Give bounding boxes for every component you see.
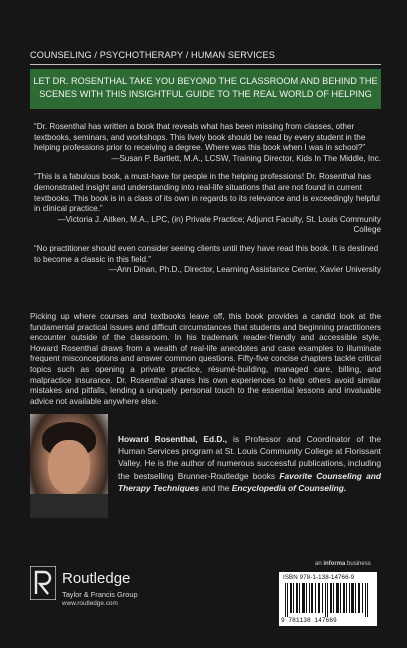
endorsement: [34, 172, 381, 236]
book-title: Encyclopedia of Counseling.: [231, 482, 347, 493]
isbn-label: ISBN 978-1-138-14766-9: [283, 574, 355, 581]
endorsement-attribution: —Ann Dinan, Ph.D., Director, Learning Assistance Center, Xavier University: [108, 265, 381, 275]
endorsement-attribution: —Susan P. Bartlett, M.A., LCSW, Training Director, Kids In The Middle, Inc.: [111, 153, 381, 163]
banner-line: SCENES WITH THIS INSIGHTFUL GUIDE TO THE REAL WORLD OF HELPING: [39, 89, 372, 99]
author-name: Howard Rosenthal, Ed.D.,: [118, 434, 228, 444]
author-portrait-icon: [30, 414, 108, 518]
book-description: Picking up where courses and textbooks leave off, this book provides a candid look at the fundamental practical issues and difficult circumstances that students and beginning practitioners encounter outside of the classroom. In his trademark reader-friendly and accessible style, Howard Rosenthal draws from a wealth of real-life anecdotes and case examples to illuminate frequent misconceptions and answer common questions. Fifty-five concise chapters tackle critical topics such as opening a private practice, résumé-building, managed care, billing, and malpractice insurance. Dr. Rosenthal shares his own experiences to help others avoid similar mistakes and pitfalls, lending a uniquely personal touch to the essential lessons and invaluable advice not available anywhere else.: [30, 312, 381, 406]
endorsement-text: “This is a fabulous book, a must-have for people in the helping professions! Dr. Rosenthal has demonstrated insight and understanding into real-life situations that are not found in current textbooks. This book is in a class of its own in regards to its relevance and is exceedingly helpful in clinical practice.”: [34, 172, 380, 214]
endorsement-text: “Dr. Rosenthal has written a book that reveals what has been missing from classes, other textbooks, seminars, and workshops. This lively book should be read by every student in the helping professions prior to receiving a degree. Where was this book when I was in school?”: [34, 122, 366, 153]
divider: [30, 64, 381, 65]
endorsements: [34, 122, 381, 284]
banner-line: LET DR. ROSENTHAL TAKE YOU BEYOND THE CLASSROOM AND BEHIND THE: [33, 76, 378, 86]
category-label: COUNSELING / PSYCHOTHERAPY / HUMAN SERVICES: [30, 50, 275, 60]
endorsement-text: “No practitioner should even consider seeing clients until they have read this book. It is destined to become a classic in this field.”: [34, 243, 379, 264]
routledge-logo-icon: [30, 566, 56, 600]
barcode-panel: [279, 572, 377, 626]
endorsement: [34, 244, 381, 276]
informa-business-label: an informa business: [315, 561, 371, 567]
bio-text: is Professor and Coordinator of the Human Services program at St. Louis Community College at Florissant Valley. He is the author of numerous successful publications, including the bestselling Brunner-Routledge books: [118, 434, 381, 481]
bio-text: and the: [199, 482, 232, 493]
barcode-number: 9 781138 147669: [281, 617, 337, 624]
barcode-icon: [285, 583, 371, 617]
publisher-group: Taylor & Francis Group: [62, 590, 138, 599]
tagline-banner: [30, 69, 381, 109]
endorsement: [34, 122, 381, 164]
publisher-url: www.routledge.com: [62, 600, 118, 607]
publisher-name: Routledge: [62, 570, 131, 587]
author-bio: [118, 433, 381, 494]
endorsement-attribution: —Victoria J. Aitken, M.A., LPC, (in) Private Practice; Adjunct Faculty, St. Louis Community College: [57, 214, 381, 235]
book-title: Favorite Counseling and Therapy Techniques: [118, 470, 381, 493]
